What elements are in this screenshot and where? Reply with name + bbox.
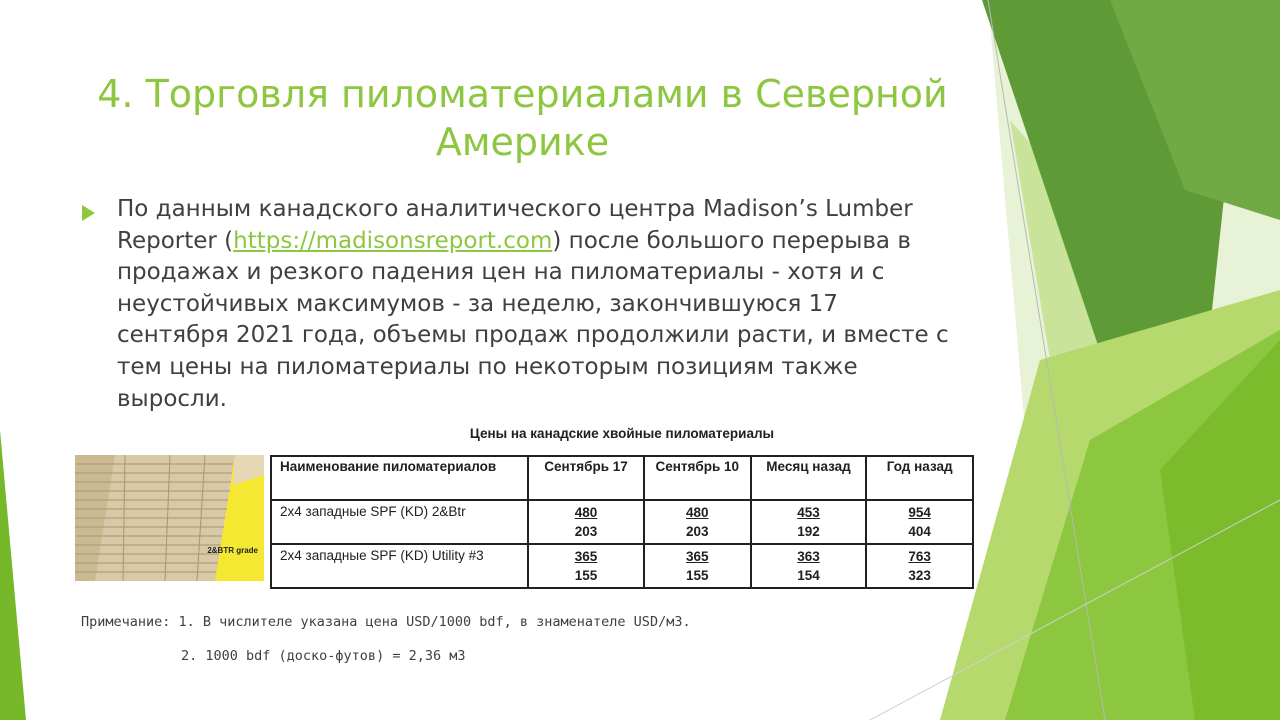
price-usd-bdf: 365 xyxy=(574,549,598,564)
paragraph-line-2-end: ) после большого перерыва в xyxy=(552,227,911,254)
lumber-stack-icon xyxy=(75,455,264,581)
price-cell xyxy=(751,500,867,544)
header-name: Наименование пиломатериалов xyxy=(271,456,528,500)
price-cell xyxy=(528,544,644,588)
header-sep10: Сентябрь 10 xyxy=(644,456,751,500)
bullet-arrow-icon xyxy=(82,205,95,221)
price-cell xyxy=(528,500,644,544)
note-line-2: 2. 1000 bdf (доско-футов) = 2,36 м3 xyxy=(181,648,466,664)
grade-label: 2&BTR grade xyxy=(207,546,258,555)
table-row xyxy=(271,500,973,544)
price-cell xyxy=(644,544,751,588)
paragraph-line-2-start: Reporter ( xyxy=(117,227,234,254)
price-usd-m3: 203 xyxy=(686,524,709,539)
slide-title-line-1: 4. Торговля пиломатериалами в Северной xyxy=(97,72,948,116)
paragraph-line-4: неустойчивых максимумов - за неделю, закончившуюся 17 xyxy=(117,290,838,317)
price-usd-m3: 154 xyxy=(797,568,820,583)
row-name: 2х4 западные SPF (KD) 2&Btr xyxy=(271,500,528,544)
bullet-paragraph xyxy=(117,194,987,415)
price-usd-bdf: 363 xyxy=(797,549,820,564)
lumber-stack-image xyxy=(75,455,264,581)
price-usd-bdf: 453 xyxy=(797,505,820,520)
paragraph-line-7: выросли. xyxy=(117,385,227,412)
price-usd-m3: 323 xyxy=(908,568,931,583)
header-month-ago: Месяц назад xyxy=(751,456,867,500)
price-usd-bdf: 480 xyxy=(574,505,598,520)
row-name: 2х4 западные SPF (KD) Utility #3 xyxy=(271,544,528,588)
price-usd-m3: 155 xyxy=(574,568,598,583)
price-usd-m3: 203 xyxy=(574,524,598,539)
slide-title xyxy=(60,70,985,166)
madisons-report-link[interactable]: https://madisonsreport.com xyxy=(233,227,553,254)
slide-title-line-2: Америке xyxy=(435,120,610,164)
paragraph-line-5: сентября 2021 года, объемы продаж продолжили расти, и вместе с xyxy=(117,322,949,349)
lumber-prices-table xyxy=(270,455,974,589)
price-cell xyxy=(866,544,973,588)
price-cell xyxy=(866,500,973,544)
note-line-1: Примечание: 1. В числителе указана цена USD/1000 bdf, в знаменателе USD/м3. xyxy=(81,614,691,630)
paragraph-line-6: тем цены на пиломатериалы по некоторым позициям также xyxy=(117,353,858,380)
paragraph-line-1: По данным канадского аналитического центра Madison’s Lumber xyxy=(117,196,913,222)
paragraph-line-3: продажах и резкого падения цен на пиломатериалы - хотя и с xyxy=(117,259,885,286)
price-cell xyxy=(644,500,751,544)
price-usd-bdf: 365 xyxy=(686,549,709,564)
price-usd-m3: 404 xyxy=(908,524,931,539)
table-title: Цены на канадские хвойные пиломатериалы xyxy=(469,426,775,441)
price-usd-m3: 192 xyxy=(797,524,820,539)
table-row xyxy=(271,544,973,588)
paragraph-line-2 xyxy=(117,226,987,258)
table-header-row xyxy=(271,456,973,500)
price-usd-bdf: 480 xyxy=(686,505,709,520)
left-green-shard xyxy=(0,430,26,720)
header-year-ago: Год назад xyxy=(866,456,973,500)
price-usd-bdf: 954 xyxy=(908,505,931,520)
price-usd-bdf: 763 xyxy=(908,549,931,564)
header-sep17: Сентябрь 17 xyxy=(528,456,644,500)
price-cell xyxy=(751,544,867,588)
price-usd-m3: 155 xyxy=(686,568,709,583)
